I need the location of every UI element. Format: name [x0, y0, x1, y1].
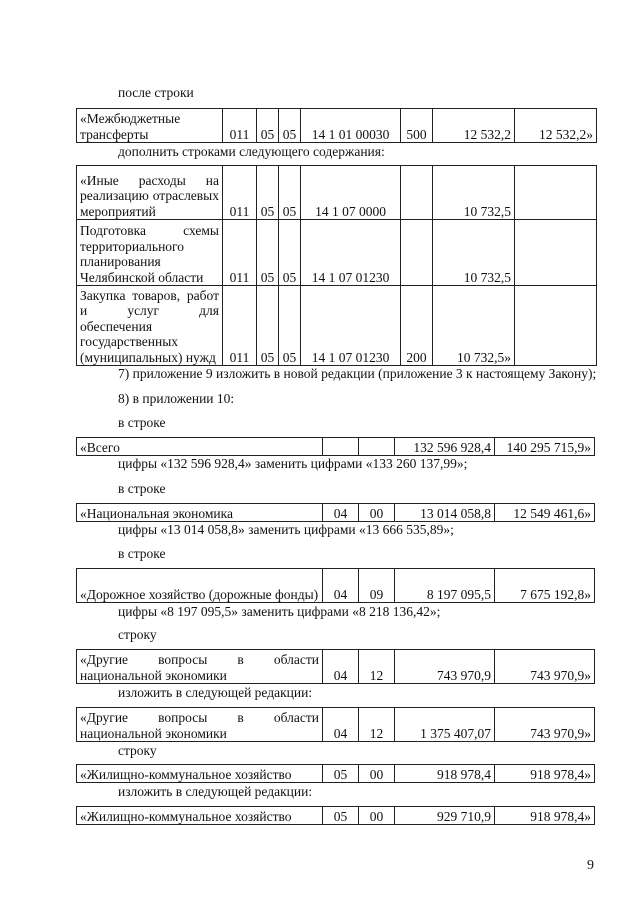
- table-row: [77, 286, 597, 366]
- cell-target: 14 1 07 01230: [301, 220, 401, 286]
- cell-subsection: 00: [359, 504, 395, 522]
- in-row-label: в строке: [118, 415, 166, 430]
- in-row-label: в строке: [118, 546, 166, 561]
- cell-section: 05: [257, 166, 279, 220]
- cell-code: 011: [223, 166, 257, 220]
- cell-subsection: 12: [359, 708, 395, 742]
- cell-value-2: 918 978,4»: [495, 765, 595, 783]
- budget-table-6: [76, 649, 595, 684]
- item-8: 8) в приложении 10:: [118, 391, 235, 406]
- cell-name: «Жилищно-коммунальное хозяйство: [77, 765, 323, 783]
- row-label: строку: [118, 743, 157, 758]
- cell-value-2: 12 532,2»: [515, 109, 597, 143]
- table-row: [77, 109, 597, 143]
- cell-section: [323, 438, 359, 456]
- row-label: строку: [118, 627, 157, 642]
- cell-name: «Жилищно-коммунальное хозяйство: [77, 807, 323, 825]
- cell-value-1: 10 732,5: [433, 166, 515, 220]
- cell-name: «Национальная экономика: [77, 504, 323, 522]
- replace-3: цифры «132 596 928,4» заменить цифрами «133 260 137,99»;: [118, 456, 468, 471]
- cell-section: 05: [257, 286, 279, 366]
- state-next-label: изложить в следующей редакции:: [118, 685, 313, 700]
- table-row: [77, 166, 597, 220]
- cell-value-1: 10 732,5»: [433, 286, 515, 366]
- state-next-label: изложить в следующей редакции:: [118, 784, 313, 799]
- cell-name: «Межбюджетные трансферты: [77, 109, 223, 143]
- cell-target: 14 1 07 0000: [301, 166, 401, 220]
- page-number: 9: [587, 858, 594, 873]
- cell-section: 04: [323, 504, 359, 522]
- table-row: [77, 807, 595, 825]
- cell-type: 200: [401, 286, 433, 366]
- cell-name: Закупка товаров, работ и услуг для обеспечения государственных (муниципальных) нужд: [77, 286, 223, 366]
- cell-value-2: 918 978,4»: [495, 807, 595, 825]
- cell-subsection: 05: [279, 220, 301, 286]
- cell-value-1: 8 197 095,5: [395, 569, 495, 603]
- cell-value-2: 12 549 461,6»: [495, 504, 595, 522]
- cell-subsection: 05: [279, 286, 301, 366]
- cell-value-1: 132 596 928,4: [395, 438, 495, 456]
- budget-table-8: [76, 764, 595, 783]
- cell-section: 05: [257, 220, 279, 286]
- cell-subsection: [359, 438, 395, 456]
- item-7: 7) приложение 9 изложить в новой редакции (приложение 3 к настоящему Закону);: [118, 366, 597, 381]
- cell-value-1: 10 732,5: [433, 220, 515, 286]
- cell-subsection: 12: [359, 650, 395, 684]
- cell-subsection: 05: [279, 109, 301, 143]
- cell-value-1: 13 014 058,8: [395, 504, 495, 522]
- table-row: [77, 650, 595, 684]
- table-row: [77, 765, 595, 783]
- cell-name: «Другие вопросы в области национальной экономики: [77, 650, 323, 684]
- table-row: [77, 438, 595, 456]
- budget-table-4: [76, 503, 595, 522]
- cell-value-2: 140 295 715,9»: [495, 438, 595, 456]
- cell-value-2: [515, 166, 597, 220]
- replace-4: цифры «13 014 058,8» заменить цифрами «13 666 535,89»;: [118, 522, 454, 537]
- budget-table-5: [76, 568, 595, 603]
- cell-value-2: 743 970,9»: [495, 708, 595, 742]
- cell-subsection: 05: [279, 166, 301, 220]
- cell-target: 14 1 01 00030: [301, 109, 401, 143]
- cell-value-1: 743 970,9: [395, 650, 495, 684]
- cell-value-1: 929 710,9: [395, 807, 495, 825]
- cell-subsection: 09: [359, 569, 395, 603]
- cell-value-1: 12 532,2: [433, 109, 515, 143]
- cell-section: 04: [323, 650, 359, 684]
- cell-section: 05: [323, 765, 359, 783]
- cell-section: 05: [323, 807, 359, 825]
- cell-section: 05: [257, 109, 279, 143]
- budget-table-1: [76, 108, 597, 143]
- table-row: [77, 504, 595, 522]
- budget-table-9: [76, 806, 595, 825]
- cell-value-2: 7 675 192,8»: [495, 569, 595, 603]
- cell-section: 04: [323, 708, 359, 742]
- cell-code: 011: [223, 220, 257, 286]
- cell-name: «Всего: [77, 438, 323, 456]
- cell-target: 14 1 07 01230: [301, 286, 401, 366]
- cell-value-2: [515, 286, 597, 366]
- cell-value-2: [515, 220, 597, 286]
- cell-section: 04: [323, 569, 359, 603]
- table-row: [77, 708, 595, 742]
- cell-type: [401, 166, 433, 220]
- cell-code: 011: [223, 109, 257, 143]
- table-row: [77, 569, 595, 603]
- cell-name: «Дорожное хозяйство (дорожные фонды): [77, 569, 323, 603]
- cell-value-2: 743 970,9»: [495, 650, 595, 684]
- cell-value-1: 918 978,4: [395, 765, 495, 783]
- cell-subsection: 00: [359, 807, 395, 825]
- budget-table-3: [76, 437, 595, 456]
- cell-value-1: 1 375 407,07: [395, 708, 495, 742]
- cell-name: «Иные расходы на реализацию отраслевых мероприятий: [77, 166, 223, 220]
- cell-name: «Другие вопросы в области национальной экономики: [77, 708, 323, 742]
- cell-code: 011: [223, 286, 257, 366]
- table-row: [77, 220, 597, 286]
- in-row-label: в строке: [118, 481, 166, 496]
- cell-type: 500: [401, 109, 433, 143]
- cell-type: [401, 220, 433, 286]
- supplement-label: дополнить строками следующего содержания:: [118, 144, 385, 159]
- cell-name: Подготовка схемы территориального планирования Челябинской области: [77, 220, 223, 286]
- budget-table-2: [76, 165, 597, 366]
- budget-table-7: [76, 707, 595, 742]
- replace-5: цифры «8 197 095,5» заменить цифрами «8 218 136,42»;: [118, 604, 441, 619]
- cell-subsection: 00: [359, 765, 395, 783]
- after-row-label: после строки: [118, 85, 194, 100]
